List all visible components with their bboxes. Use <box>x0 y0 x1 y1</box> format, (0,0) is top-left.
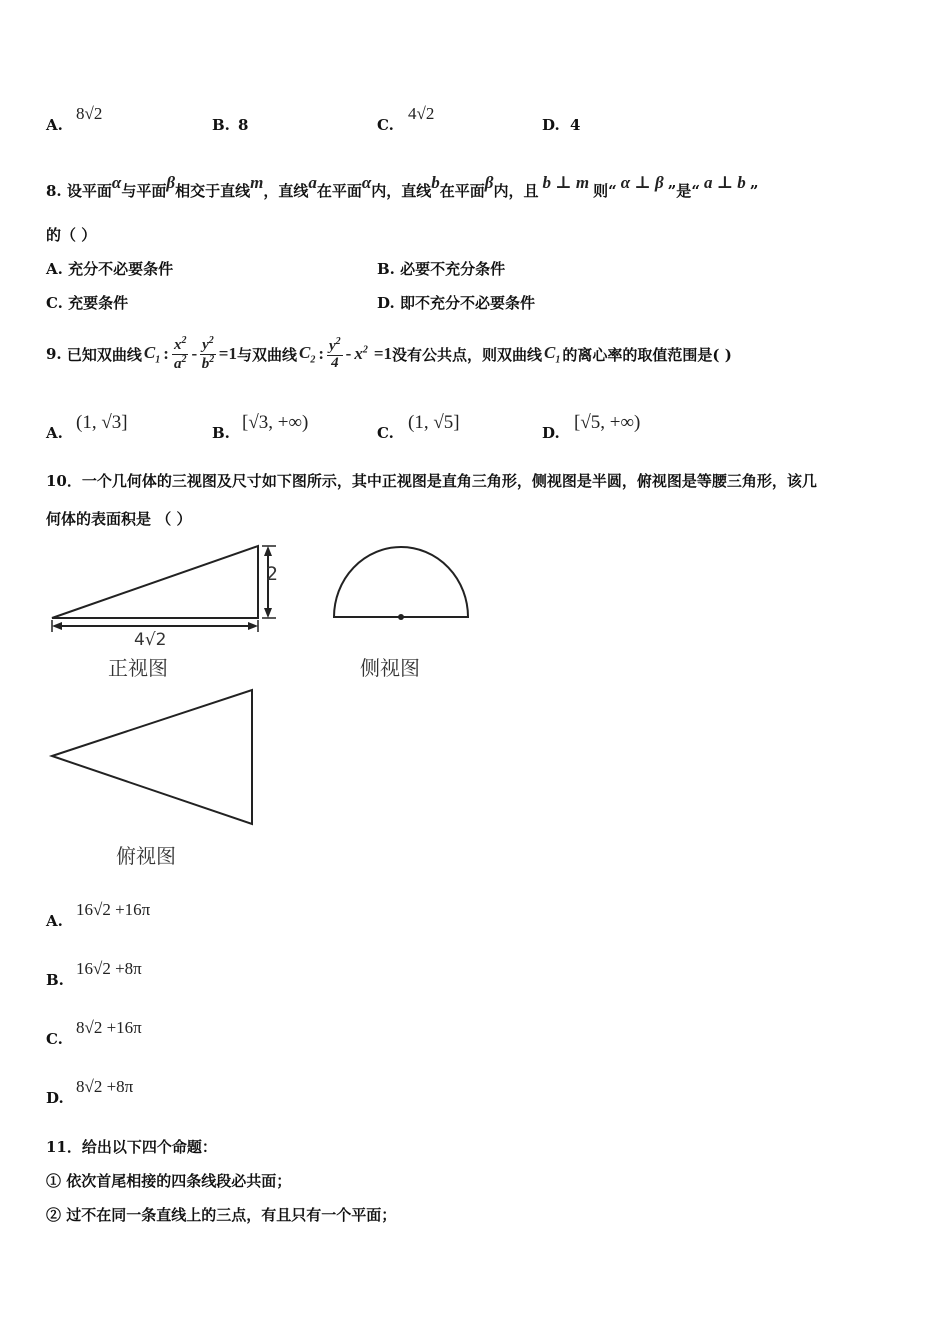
q7-option-a-label: A. <box>46 116 63 134</box>
q7-option-c-value: 4√2 <box>408 104 435 123</box>
exp: 2 <box>181 334 187 346</box>
q7-option-b-label: B. <box>212 116 230 134</box>
minus: - <box>191 344 198 363</box>
equals-one: =1 <box>218 344 237 363</box>
q9-option-c-value: (1, √5] <box>408 412 460 433</box>
q8-beta: β <box>166 173 176 192</box>
q8-a: a <box>308 173 317 192</box>
option-label: B. <box>377 260 395 278</box>
q9-c1 <box>144 343 160 365</box>
q10-stem-line1: 10．一个几何体的三视图及尺寸如下图所示，其中正视图是直角三角形，侧视图是半圆，俯视图是等腰三角形，该几 <box>46 472 817 490</box>
q10-option-a-value: 16√2 +16π <box>76 900 151 919</box>
num-four: 4 <box>331 354 339 371</box>
c-letter: C <box>298 342 311 362</box>
var-b: b <box>201 355 210 372</box>
q8-cond-a-perp-b: a ⊥ b <box>703 173 746 192</box>
q11-item-1: ① 依次首尾相接的四条线段必共面； <box>46 1172 292 1190</box>
minus: - <box>345 344 352 363</box>
exp: 2 <box>335 335 341 347</box>
q8-text: 在平面 <box>439 182 485 200</box>
option-label: D. <box>377 294 395 312</box>
q8-b: b <box>431 173 440 192</box>
q10-option-c-value: 8√2 +16π <box>76 1018 142 1037</box>
var-x: x <box>354 344 363 363</box>
q9-option-b-value: [√3, +∞) <box>242 412 309 433</box>
q8-quote: “ <box>608 182 617 200</box>
q9-text: 的离心率的取值范围是( ) <box>562 345 732 364</box>
q8-text: 在平面 <box>316 182 362 200</box>
q8-quote: ” <box>749 182 759 200</box>
exp: 2 <box>181 353 187 365</box>
q8-stem <box>46 164 758 210</box>
front-view-triangle <box>52 546 258 618</box>
colon: : <box>318 344 324 363</box>
q9-option-a-label: A. <box>46 424 63 442</box>
q7-option-a-value: 8√2 <box>76 104 103 123</box>
c-letter: C <box>544 342 556 362</box>
dim-width-arrow-left <box>52 622 62 630</box>
q7-option-d-label: D. <box>542 116 560 134</box>
exp: 2 <box>208 334 214 346</box>
q8-number: 8. <box>46 182 62 200</box>
top-view-diagram <box>46 684 261 830</box>
q8-option-d <box>377 292 535 313</box>
q9-option-d-label: D. <box>542 424 560 442</box>
side-view-center-dot <box>398 614 404 620</box>
q8-cond-b-perp-m: b ⊥ m <box>542 173 590 192</box>
q9-text: 没有公共点，则双曲线 <box>392 345 543 364</box>
front-view-label: 正视图 <box>108 656 168 680</box>
dim-height-arrow-down <box>264 608 272 618</box>
q8-stem-end: 的（ ） <box>46 226 97 244</box>
q8-quote: ” <box>667 182 677 200</box>
var-x: x <box>173 336 182 353</box>
q8-text: 则 <box>593 182 609 200</box>
q10-stem-line2: 何体的表面积是 （ ） <box>46 510 192 528</box>
q10-option-c-label: C. <box>46 1030 63 1048</box>
q8-m: m <box>250 173 264 192</box>
q8-text: 内，且 <box>493 182 539 200</box>
q9-frac-x2-a2 <box>172 336 189 373</box>
q10-option-d-value: 8√2 +8π <box>76 1077 134 1096</box>
subscript: 1 <box>555 354 561 366</box>
q11-item-2: ② 过不在同一条直线上的三点，有且只有一个平面； <box>46 1206 397 1224</box>
q10-option-b-value: 16√2 +8π <box>76 959 142 978</box>
q9-number: 9. <box>46 345 62 363</box>
colon: : <box>163 344 169 363</box>
side-view-diagram <box>326 540 476 625</box>
exp: 2 <box>362 344 368 356</box>
top-view-triangle <box>52 690 252 824</box>
q9-text: 已知双曲线 <box>66 345 142 364</box>
q8-option-b <box>377 258 505 279</box>
q9-text: 与双曲线 <box>236 345 297 364</box>
q9-frac-y2-b2 <box>200 336 216 373</box>
q8-quote: “ <box>691 182 700 200</box>
q9-stem <box>46 332 732 376</box>
subscript: 1 <box>155 354 161 366</box>
exp: 2 <box>209 353 215 365</box>
q10-option-b-label: B. <box>46 971 64 989</box>
top-view-label: 俯视图 <box>116 844 176 868</box>
q8-text: 设平面 <box>66 182 112 200</box>
option-text: 充要条件 <box>68 294 129 312</box>
dim-height-arrow-up <box>264 546 272 556</box>
side-view-semicircle <box>334 547 468 617</box>
q9-option-a-value: (1, √3] <box>76 412 128 433</box>
q7-option-b-value: 8 <box>238 116 249 134</box>
q8-option-a <box>46 258 173 279</box>
q8-text: 与平面 <box>121 182 167 200</box>
var-y: y <box>202 336 209 353</box>
var-y: y <box>329 337 336 354</box>
dim-width-label: 4√2 <box>134 630 167 650</box>
q9-c1-ref <box>544 343 560 365</box>
q8-text: 是 <box>676 182 692 200</box>
option-text: 即不充分不必要条件 <box>399 294 535 312</box>
subscript: 2 <box>310 354 316 366</box>
q8-text: ，直线 <box>263 182 309 200</box>
q9-x-squared <box>354 344 368 364</box>
dim-width-arrow-right <box>248 622 258 630</box>
q7-option-c-label: C. <box>377 116 394 134</box>
q7-option-d-value: 4 <box>570 116 581 134</box>
q8-beta-2: β <box>484 173 494 192</box>
q9-c2 <box>299 343 315 365</box>
option-label: C. <box>46 294 63 312</box>
q11-title: 11．给出以下四个命题： <box>46 1138 217 1156</box>
q8-alpha-2: α <box>361 173 372 192</box>
front-view-diagram <box>40 540 300 640</box>
q8-text: 内，直线 <box>371 182 432 200</box>
q10-option-d-label: D. <box>46 1089 64 1107</box>
dim-height-label: 2 <box>266 563 279 585</box>
q9-option-b-label: B. <box>212 424 230 442</box>
side-view-label: 侧视图 <box>360 656 420 680</box>
q8-cond-alpha-perp-beta: α ⊥ β <box>620 173 664 192</box>
q8-alpha: α <box>111 173 122 192</box>
var-a: a <box>173 355 182 372</box>
q9-option-d-value: [√5, +∞) <box>574 412 641 433</box>
q9-option-c-label: C. <box>377 424 394 442</box>
equals-one: =1 <box>373 344 393 363</box>
q8-option-c <box>46 292 128 313</box>
option-label: A. <box>46 260 63 278</box>
option-text: 必要不充分条件 <box>400 260 506 278</box>
q8-text: 相交于直线 <box>175 182 251 200</box>
c-letter: C <box>143 342 156 362</box>
option-text: 充分不必要条件 <box>68 260 174 278</box>
q10-option-a-label: A. <box>46 912 63 930</box>
q9-frac-y2-4 <box>327 337 343 372</box>
